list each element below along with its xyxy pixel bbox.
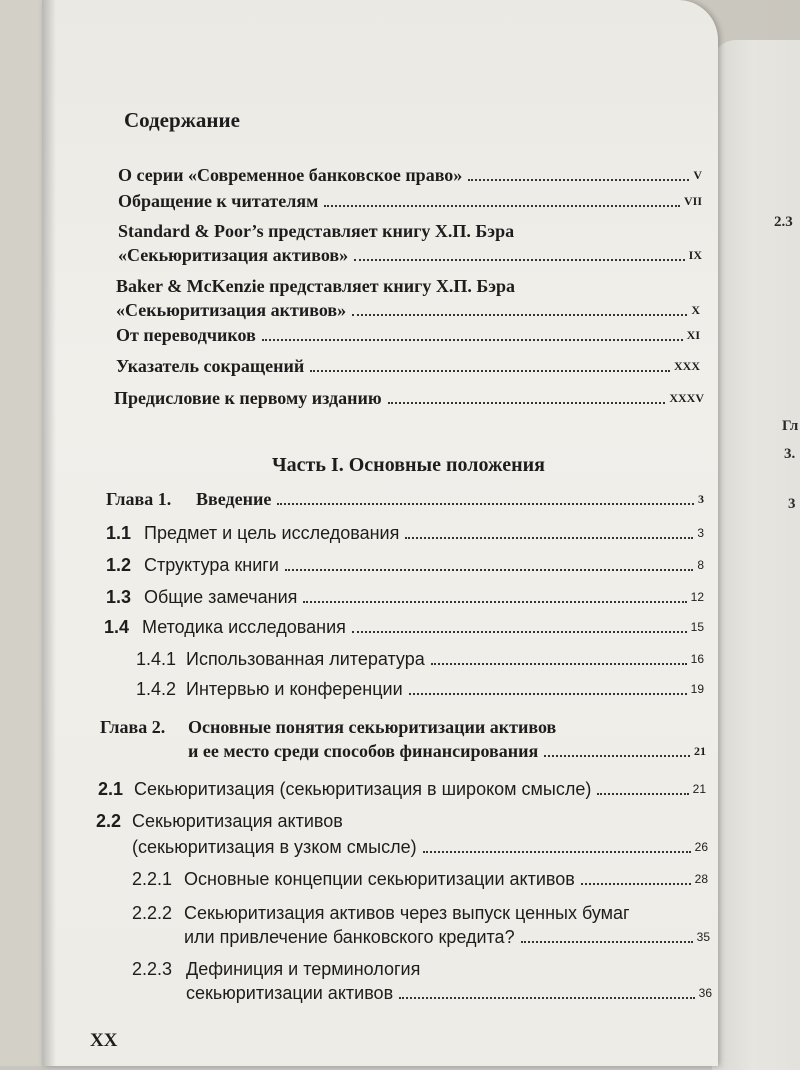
toc-entry-page: XXX — [674, 359, 700, 373]
toc-entry-page: IX — [688, 248, 702, 262]
section-title: Общие замечания — [144, 587, 298, 607]
dot-leader — [324, 204, 680, 207]
toc-entry-label: Предисловие к первому изданию — [114, 388, 382, 408]
section-number: 2.2 — [96, 811, 122, 831]
section-title: Методика исследования — [142, 617, 346, 637]
dot-leader — [423, 850, 691, 853]
section-title-line1: Секьюритизация активов — [132, 811, 343, 831]
chapter-title-line1: Основные понятия секьюритизации активов — [188, 717, 557, 737]
section-entry — [132, 836, 708, 858]
section-entry — [106, 522, 704, 544]
section-page: 8 — [697, 558, 704, 572]
chapter-page: 21 — [694, 744, 706, 758]
dot-leader — [399, 996, 695, 999]
toc-title: Содержание — [124, 108, 240, 132]
subsection-page: 16 — [690, 652, 704, 666]
dot-leader — [405, 536, 693, 539]
section-number: 1.2 — [106, 555, 132, 575]
chapter-page: 3 — [698, 492, 704, 506]
section-title: Секьюритизация (секьюритизация в широком смысле) — [134, 779, 592, 799]
toc-entry-label: О серии «Современное банковское право» — [118, 165, 463, 185]
subsection-entry — [136, 648, 704, 670]
section-number: 1.4 — [104, 617, 130, 637]
subsection-number: 1.4.2 — [136, 679, 177, 699]
section-page: 3 — [697, 526, 704, 540]
chapter-entry — [106, 488, 704, 510]
subsection-title: или привлечение банковского кредита? — [184, 927, 515, 947]
toc-entry-label: «Секьюритизация активов» — [118, 245, 349, 265]
facing-page-fragment: 3. — [784, 446, 796, 462]
section-page: 12 — [690, 590, 704, 604]
toc-entry-page: XI — [686, 328, 700, 342]
subsection-title: Использованная литература — [186, 649, 425, 669]
section-number: 2.1 — [98, 779, 124, 799]
subsection-entry — [136, 678, 704, 700]
subsection-title-line1: Секьюритизация активов через выпуск ценных бумаг — [184, 903, 630, 923]
dot-leader — [277, 502, 694, 505]
dot-leader — [388, 401, 666, 404]
chapter-number: Глава 2. — [100, 717, 166, 737]
dot-leader — [354, 258, 685, 261]
subsection-entry — [184, 926, 710, 948]
chapter-title: Введение — [196, 489, 272, 509]
dot-leader — [352, 630, 687, 633]
subsection-page: 19 — [690, 682, 704, 696]
dot-leader — [431, 662, 687, 665]
subsection-number: 2.2.3 — [132, 959, 173, 979]
toc-entry-label-line1: Baker & McKenzie представляет книгу Х.П. Бэра — [116, 276, 516, 296]
page-spine-shadow — [42, 0, 56, 1066]
dot-leader — [409, 692, 687, 695]
toc-entry — [118, 244, 702, 266]
section-page: 21 — [692, 782, 706, 796]
dot-leader — [352, 313, 687, 316]
toc-entry-label: Обращение к читателям — [118, 191, 319, 211]
page-number: XX — [90, 1030, 118, 1051]
toc-entry — [118, 164, 702, 186]
facing-page-fragment: 2.3 — [774, 214, 793, 230]
toc-entry-page: V — [693, 168, 702, 182]
subsection-page: 36 — [698, 986, 712, 1000]
section-page: 26 — [694, 840, 708, 854]
facing-page — [712, 40, 800, 1070]
subsection-number: 2.2.1 — [132, 869, 173, 889]
section-title: Структура книги — [144, 555, 279, 575]
dot-leader — [581, 882, 691, 885]
subsection-page: 28 — [694, 872, 708, 886]
section-title: Предмет и цель исследования — [144, 523, 400, 543]
section-number: 1.3 — [106, 587, 132, 607]
dot-leader — [521, 940, 693, 943]
toc-entry — [116, 299, 700, 321]
toc-entry-label: Указатель сокращений — [116, 356, 305, 376]
section-entry — [104, 616, 704, 638]
dot-leader — [262, 338, 683, 341]
section-page: 15 — [690, 620, 704, 634]
section-number: 1.1 — [106, 523, 132, 543]
toc-entry — [116, 324, 700, 346]
facing-page-fragment: Гл — [782, 418, 799, 434]
subsection-title: Интервью и конференции — [186, 679, 403, 699]
toc-entry-page: X — [691, 303, 700, 317]
chapter-title: и ее место среди способов финансирования — [188, 741, 539, 761]
toc-entry-page: XXXV — [669, 391, 704, 405]
dot-leader — [285, 568, 693, 571]
subsection-title: секьюритизации активов — [186, 983, 394, 1003]
facing-page-fragment: 3 — [788, 496, 796, 512]
subsection-entry — [186, 982, 712, 1004]
dot-leader — [303, 600, 686, 603]
toc-entry-label-line1: Standard & Poor’s представляет книгу Х.П. Бэра — [118, 221, 515, 241]
section-title: (секьюритизация в узком смысле) — [132, 837, 417, 857]
toc-entry-page: VII — [683, 194, 702, 208]
toc-entry — [114, 387, 704, 409]
dot-leader — [468, 178, 689, 181]
chapter-entry — [188, 740, 706, 762]
subsection-title: Основные концепции секьюритизации активов — [184, 869, 575, 889]
subsection-number: 2.2.2 — [132, 903, 173, 923]
section-entry — [98, 778, 706, 800]
section-entry — [106, 554, 704, 576]
subsection-number: 1.4.1 — [136, 649, 177, 669]
dot-leader — [597, 792, 688, 795]
subsection-entry — [132, 868, 708, 890]
dot-leader — [544, 754, 690, 757]
subsection-title-line1: Дефиниция и терминология — [186, 959, 421, 979]
toc-entry-label: От переводчиков — [116, 325, 256, 345]
section-entry — [106, 586, 704, 608]
part-title: Часть I. Основные положения — [272, 454, 545, 476]
toc-entry — [116, 355, 700, 377]
toc-entry-label: «Секьюритизация активов» — [116, 300, 347, 320]
subsection-page: 35 — [696, 930, 710, 944]
toc-entry — [118, 190, 702, 212]
chapter-number: Глава 1. — [106, 489, 172, 509]
dot-leader — [310, 369, 670, 372]
